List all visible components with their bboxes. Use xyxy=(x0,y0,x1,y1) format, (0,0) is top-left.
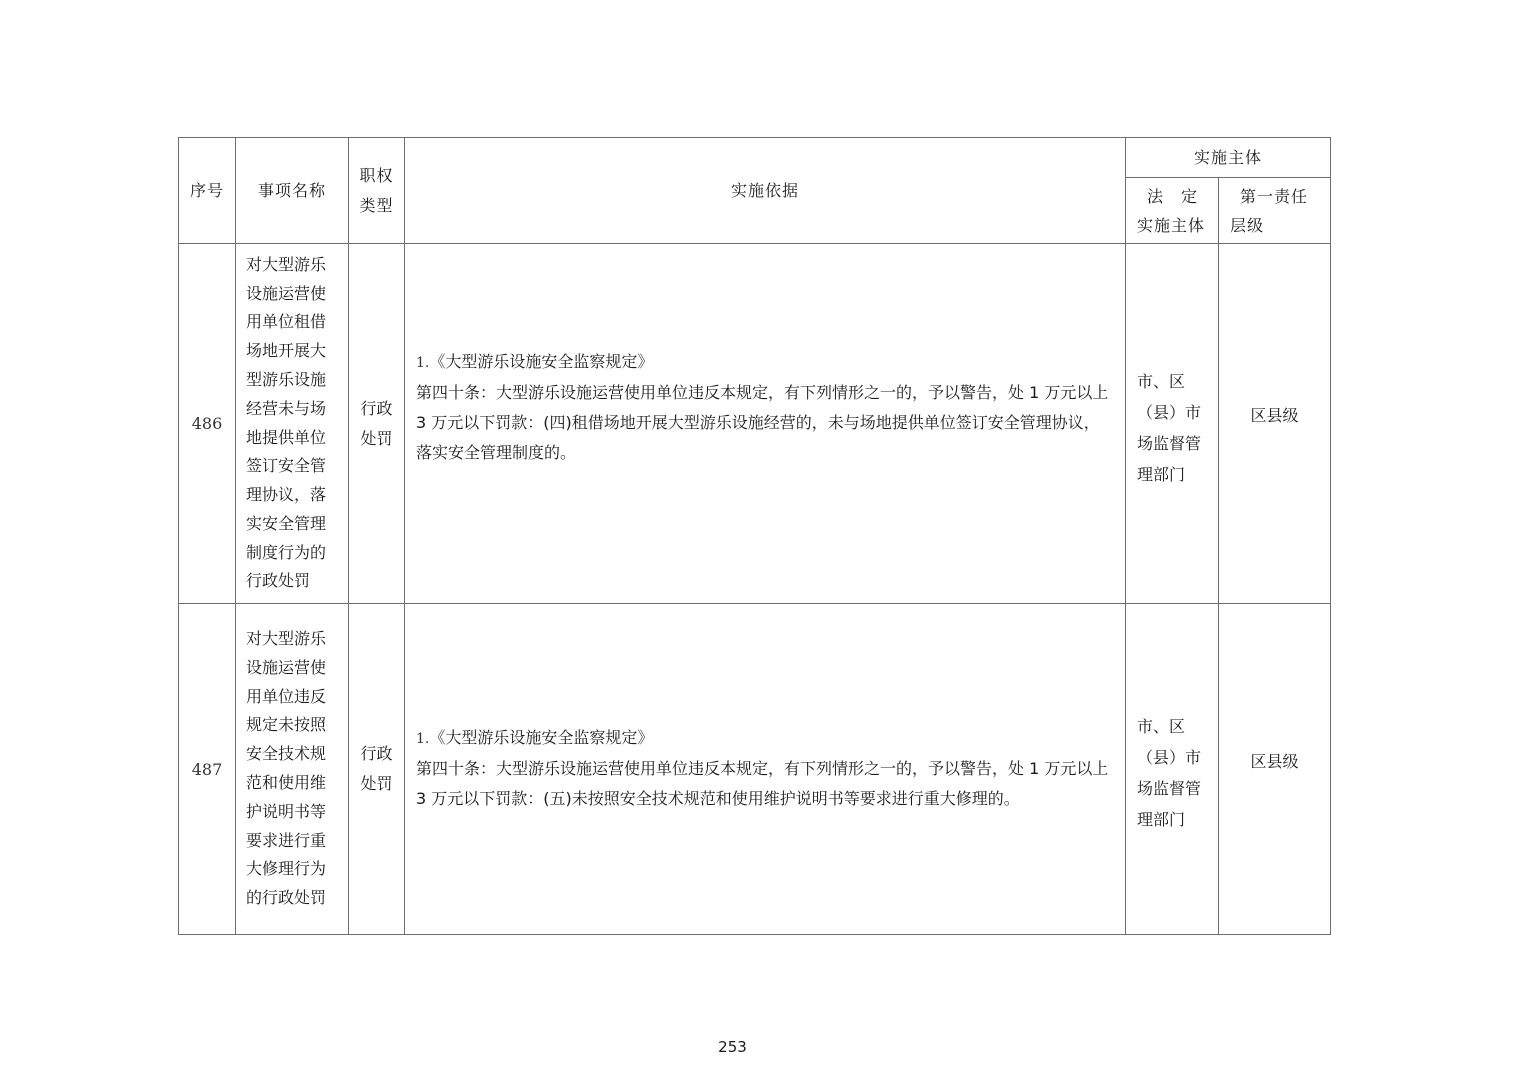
header-type xyxy=(349,138,405,244)
row-basis xyxy=(405,604,1126,935)
header-legal-line1: 法 定 xyxy=(1147,186,1199,206)
row-item-name: 对大型游乐设施运营使用单位违反规定未按照安全技术规范和使用维护说明书等要求进行重大修理行为的行政处罚 xyxy=(236,604,349,935)
header-legal-line2: 实施主体 xyxy=(1137,215,1206,235)
law-title-line xyxy=(416,347,1115,378)
page-number: 253 xyxy=(718,1038,747,1056)
law-title: 《大型游乐设施安全监察规定》 xyxy=(429,352,654,371)
row-type-line2: 处罚 xyxy=(360,428,393,448)
row-seq: 487 xyxy=(179,604,236,935)
header-type-line2: 类型 xyxy=(359,195,394,215)
header-name: 事项名称 xyxy=(236,138,349,244)
table-row xyxy=(179,604,1331,935)
row-level: 区县级 xyxy=(1219,244,1331,604)
header-level-line2: 层级 xyxy=(1230,215,1265,235)
row-level: 区县级 xyxy=(1219,604,1331,935)
header-basis: 实施依据 xyxy=(405,138,1126,244)
row-type xyxy=(349,244,405,604)
law-title: 《大型游乐设施安全监察规定》 xyxy=(429,727,654,747)
law-article: 第四十条：大型游乐设施运营使用单位违反本规定，有下列情形之一的，予以警告，处 1 万元以上 3 万元以下罚款：(四)租借场地开展大型游乐设施经营的，未与场地提供单位签订安全管理协议，落实安全管理制度的。 xyxy=(416,383,1109,462)
row-seq: 486 xyxy=(179,244,236,604)
table-row xyxy=(179,244,1331,604)
law-article: 第四十条：大型游乐设施运营使用单位违反本规定，有下列情形之一的，予以警告，处 1 万元以上 3 万元以下罚款：(五)未按照安全技术规范和使用维护说明书等要求进行重大修理的。 xyxy=(416,758,1109,808)
enforcement-table xyxy=(178,137,1331,935)
header-level xyxy=(1219,178,1331,244)
header-row xyxy=(179,138,1331,178)
row-type-line1: 行政 xyxy=(360,398,393,418)
header-subject: 实施主体 xyxy=(1126,138,1331,178)
header-type-line1: 职权 xyxy=(359,165,394,185)
row-legal-subject: 市、区（县）市场监督管理部门 xyxy=(1126,604,1219,935)
header-legal-subject xyxy=(1126,178,1219,244)
row-type xyxy=(349,604,405,935)
row-item-name: 对大型游乐设施运营使用单位租借场地开展大型游乐设施经营未与场地提供单位签订安全管理协议，落实安全管理制度行为的行政处罚 xyxy=(236,244,349,604)
row-legal-subject: 市、区（县）市场监督管理部门 xyxy=(1126,244,1219,604)
law-number: 1. xyxy=(416,730,430,747)
row-basis xyxy=(405,244,1126,604)
row-type-line2: 处罚 xyxy=(360,774,393,793)
law-number: 1. xyxy=(416,355,430,371)
header-level-line1: 第一责任 xyxy=(1240,186,1309,206)
law-title-line xyxy=(416,723,1115,754)
row-type-line1: 行政 xyxy=(360,744,393,763)
header-seq: 序号 xyxy=(179,138,236,244)
